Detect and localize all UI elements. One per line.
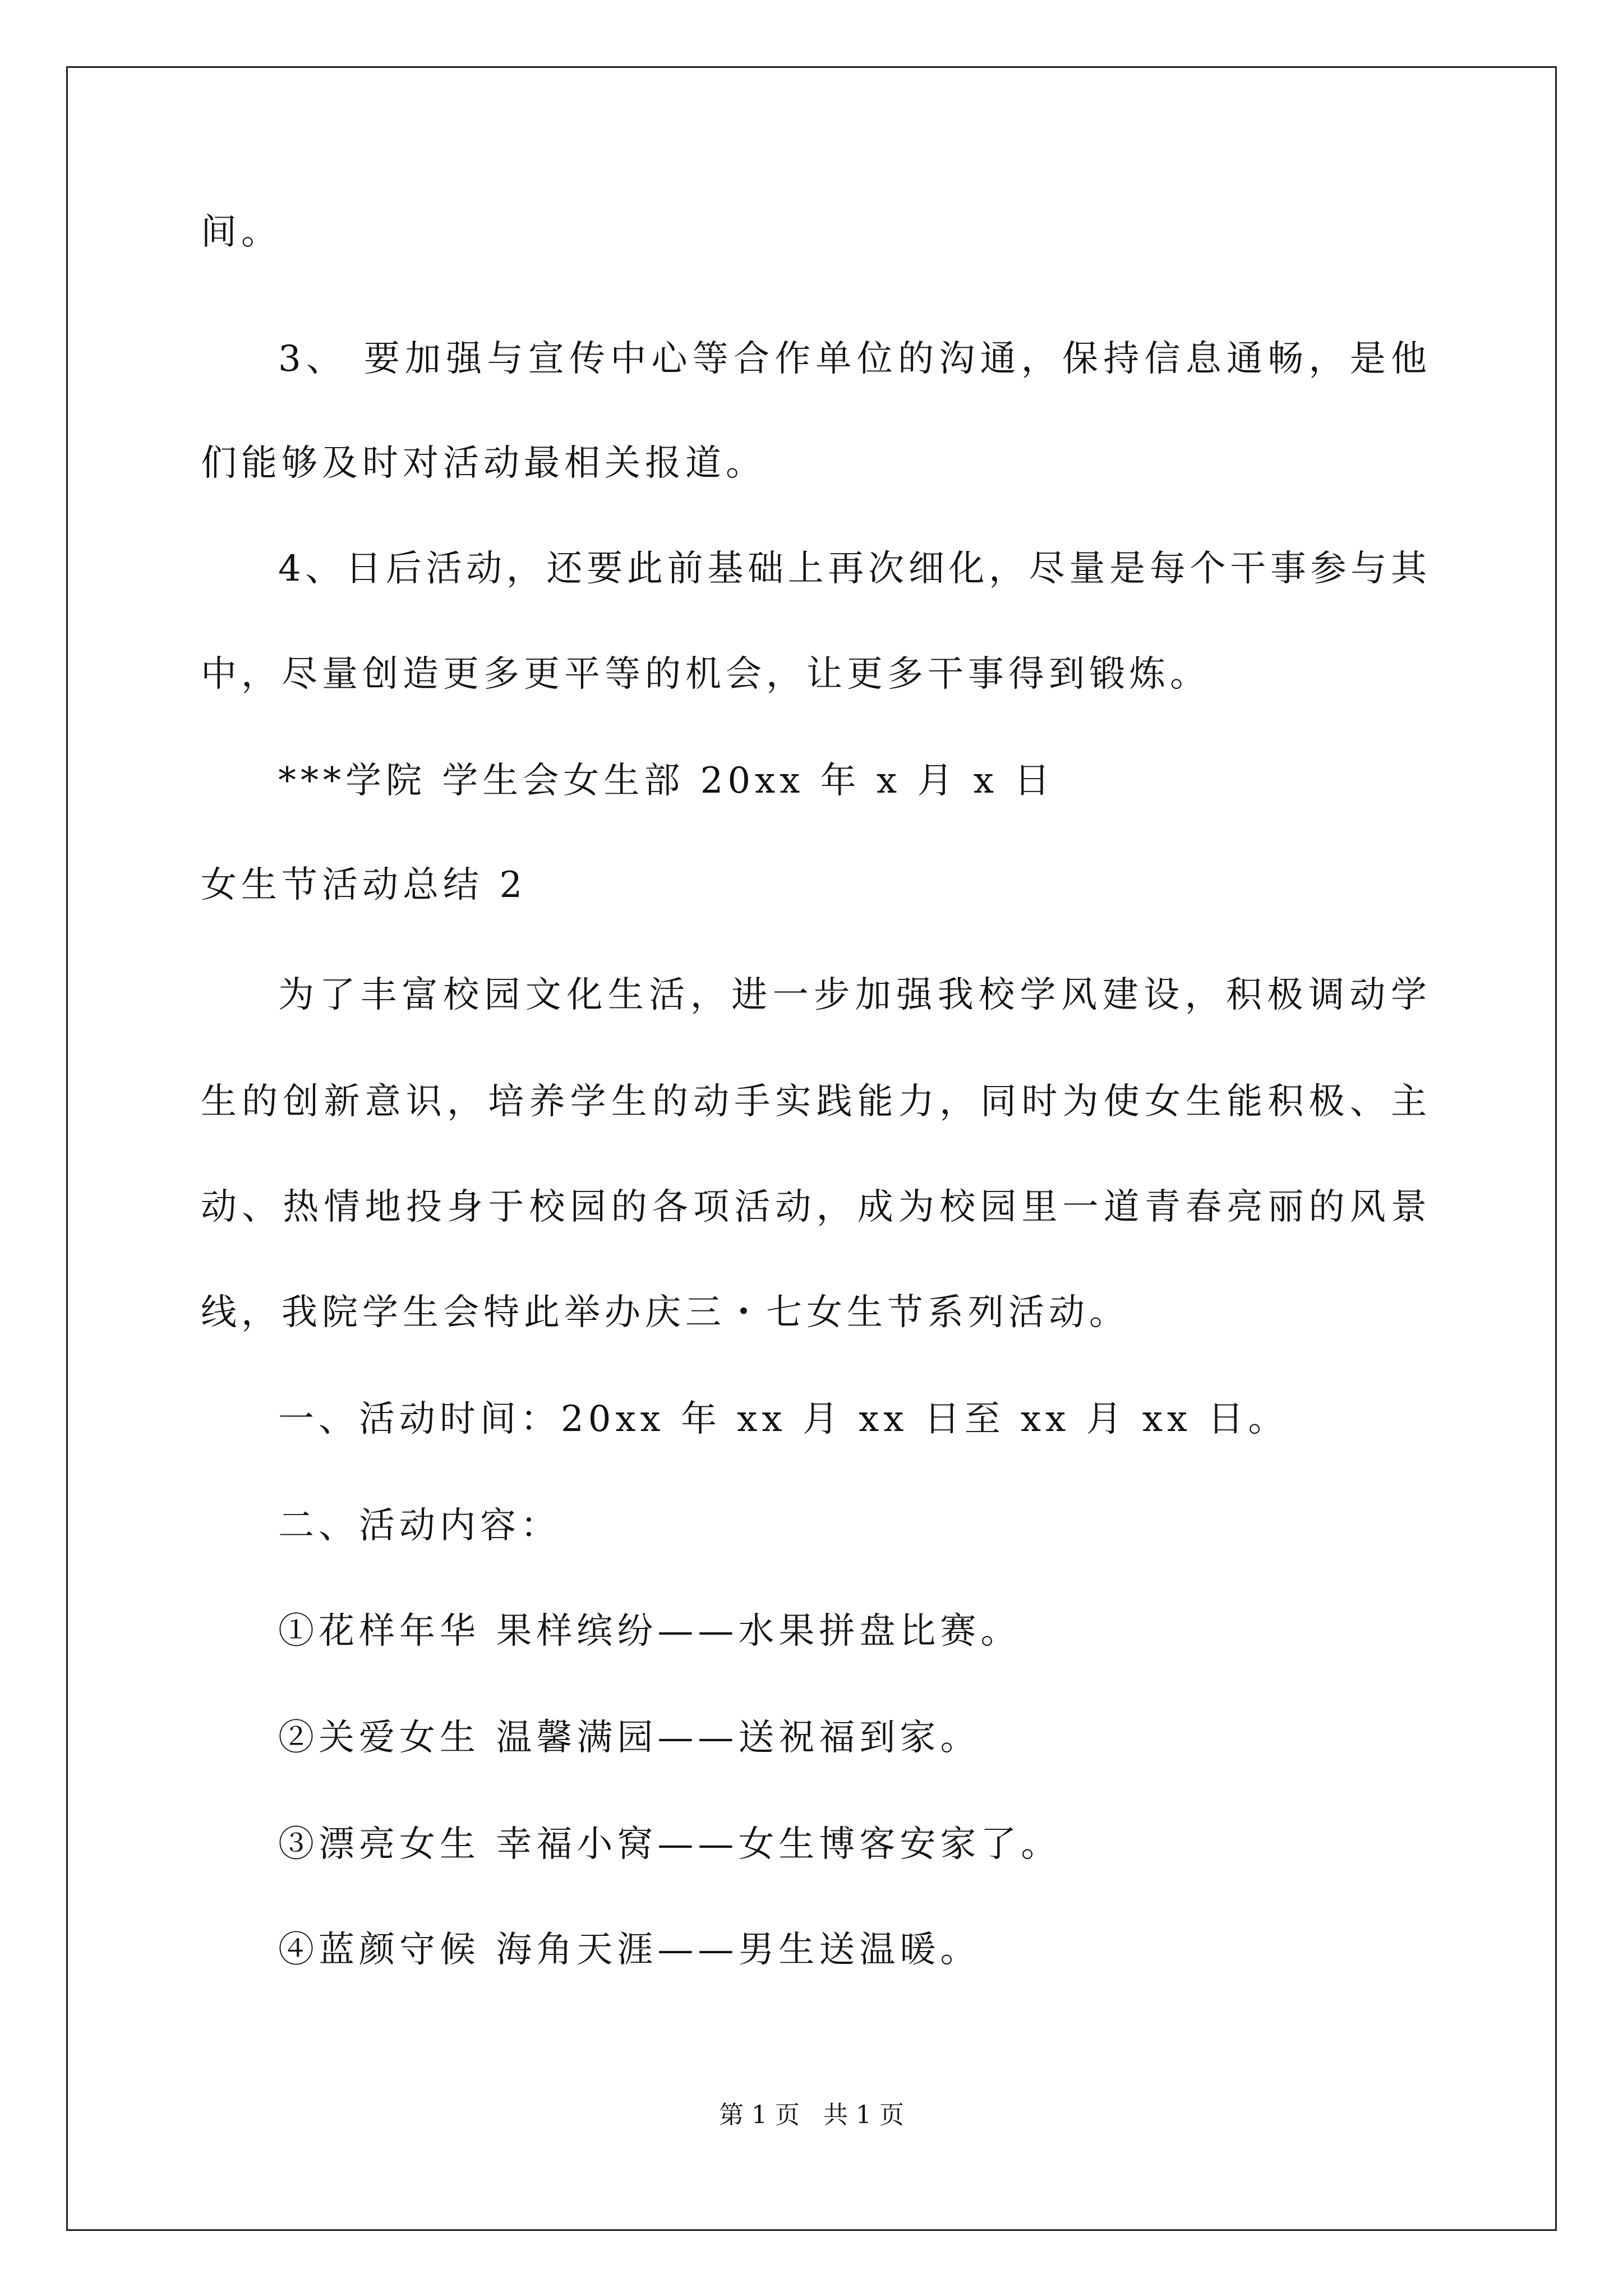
list-item: ④蓝颜守候 海角天涯——男生送温暖。 <box>278 1929 981 1971</box>
text-line: 中，尽量创造更多更平等的机会，让更多干事得到锻炼。 <box>201 654 1210 695</box>
text-line: 一、活动时间：20xx 年 xx 月 xx 日至 xx 月 xx 日。 <box>278 1398 1289 1440</box>
text-line: 3、 要加强与宣传中心等合作单位的沟通，保持信息通畅，是他 <box>278 338 1427 380</box>
text-line: 生的创新意识，培养学生的动手实践能力，同时为使女生能积极、主 <box>201 1081 1427 1122</box>
text-line: 二、活动内容： <box>278 1505 561 1547</box>
list-item: ①花样年华 果样缤纷——水果拼盘比赛。 <box>278 1611 1021 1652</box>
page-border <box>66 66 1557 2231</box>
text-line: 们能够及时对活动最相关报道。 <box>201 443 766 484</box>
text-line: 4、日后活动，还要此前基础上再次细化，尽量是每个干事参与其 <box>278 548 1427 590</box>
signature-line: ***学院 学生会女生部 20xx 年 x 月 x 日 <box>278 760 1055 802</box>
text-line: 动、热情地投身于校园的各项活动，成为校园里一道青春亮丽的风景 <box>201 1186 1427 1228</box>
list-item: ③漂亮女生 幸福小窝——女生博客安家了。 <box>278 1824 1062 1865</box>
list-item: ②关爱女生 温馨满园——送祝福到家。 <box>278 1717 981 1759</box>
section-heading: 女生节活动总结 2 <box>201 864 527 906</box>
text-line: 间。 <box>201 211 282 253</box>
page-footer: 第 1 页 共 1 页 <box>719 2101 904 2129</box>
text-line: 为了丰富校园文化生活，进一步加强我校学风建设，积极调动学 <box>278 974 1427 1016</box>
text-line: 线，我院学生会特此举办庆三・七女生节系列活动。 <box>201 1292 1129 1333</box>
